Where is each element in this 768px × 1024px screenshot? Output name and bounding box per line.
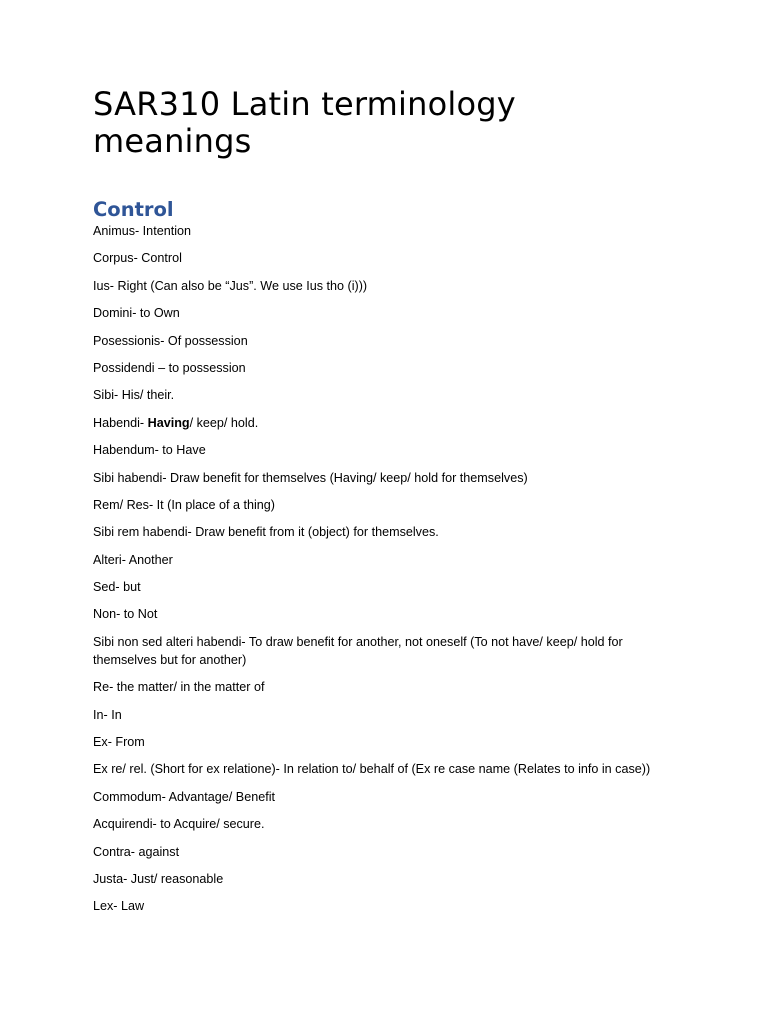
term-entry: Non- to Not (93, 607, 158, 622)
term-entry: Ex- From (93, 735, 145, 750)
term-entry: Posessionis- Of possession (93, 333, 248, 348)
term-entry: Habendum- to Have (93, 443, 206, 458)
term-entry-prefix: Habendi- (93, 415, 148, 430)
document-page (93, 85, 683, 914)
term-entry: Ex re/ rel. (Short for ex relatione)- In relation to/ behalf of (Ex re case name (Relates to info in case)) (93, 762, 651, 777)
term-entry: Lex- Law (93, 899, 145, 914)
term-entry: Alteri- Another (93, 552, 173, 567)
term-entry: Domini- to Own (93, 306, 180, 321)
term-entry: In- In (93, 707, 122, 722)
term-entry-habendi (93, 414, 683, 432)
term-entry-bold: Having (147, 415, 190, 430)
term-entry: Sed- but (93, 580, 141, 595)
term-entry: Justa- Just/ reasonable (93, 871, 224, 886)
term-entry: Sibi habendi- Draw benefit for themselves (Having/ keep/ hold for themselves) (93, 470, 528, 485)
term-entry: Commodum- Advantage/ Benefit (93, 789, 276, 804)
term-entry-suffix: / keep/ hold. (189, 415, 259, 430)
term-entry: Animus- Intention (93, 224, 192, 238)
document-title: SAR310 Latin terminology meanings (93, 85, 516, 160)
term-entry: Rem/ Res- It (In place of a thing) (93, 497, 275, 512)
term-entry: Re- the matter/ in the matter of (93, 680, 265, 695)
term-entry: Sibi non sed alteri habendi- To draw benefit for another, not oneself (To not have/ keep/ hold for themselves but for another) (93, 634, 623, 667)
term-entry: Possidendi – to possession (93, 360, 246, 375)
term-entry: Ius- Right (Can also be “Jus”. We use Ius tho (i))) (93, 278, 368, 293)
section-heading-control: Control (93, 198, 174, 221)
term-entry: Acquirendi- to Acquire/ secure. (93, 817, 265, 832)
term-list (93, 222, 683, 925)
term-entry: Sibi- His/ their. (93, 388, 175, 403)
term-entry: Corpus- Control (93, 251, 182, 266)
term-entry: Contra- against (93, 844, 180, 859)
term-entry: Sibi rem habendi- Draw benefit from it (object) for themselves. (93, 525, 439, 540)
